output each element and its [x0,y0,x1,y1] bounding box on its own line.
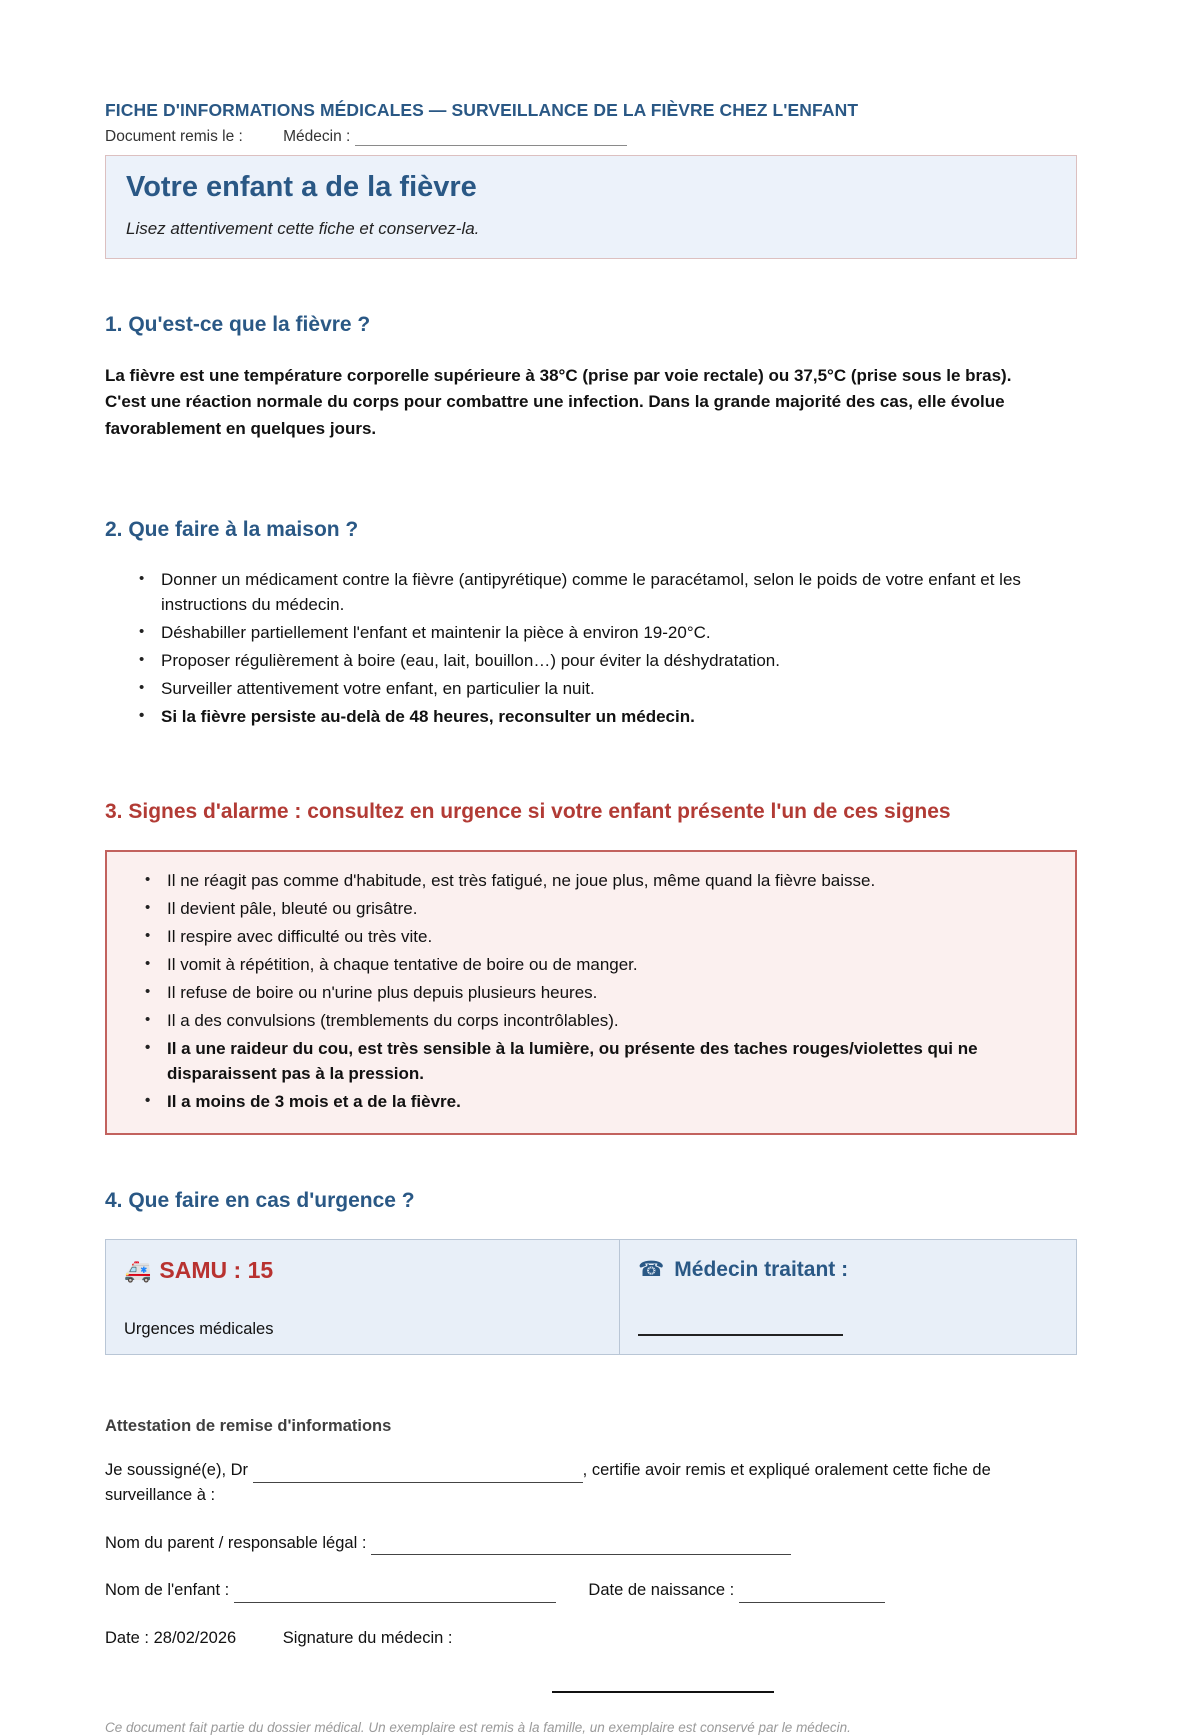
birth-date-blank [739,1587,885,1603]
medecin-traitant-cell [620,1240,1076,1354]
list-item: • Il vomit à répétition, à chaque tentative de boire ou de manger. [141,953,1055,978]
document-meta-line [105,128,1077,146]
signature-blank [552,1691,774,1693]
medecin-traitant-blank [638,1334,843,1336]
title-banner [105,155,1077,259]
medecin-traitant-line [638,1257,1058,1282]
alarm-signs-list [141,869,1055,1115]
list-item: • Il a moins de 3 mois et a de la fièvre. [141,1090,1055,1115]
home-care-list [135,568,1077,730]
section-1-body: La fièvre est une température corporelle supérieure à 38°C (prise par voie rectale) ou 37,5°C (prise sous le bras). C'est une réaction normale du corps pour combattre une infection. Dans la grande majorité des cas, elle évolue favorablement en quelques jours. [105,366,1012,438]
alarm-signs-box [105,850,1077,1135]
attestation-line1-after: , certifie avoir remis et expliqué oralement cette fiche de surveillance à : [105,1461,991,1504]
date-signature-line [105,1626,1077,1651]
remis-le-label: Document remis le : [105,128,243,145]
attestation-heading: Attestation de remise d'informations [105,1417,392,1436]
list-item: • Il respire avec difficulté ou très vite. [141,925,1055,950]
list-item: • Si la fièvre persiste au-delà de 48 heures, reconsulter un médecin. [135,705,1077,730]
ambulance-icon: 🚑 [124,1258,152,1284]
list-item: • Il devient pâle, bleuté ou grisâtre. [141,897,1055,922]
samu-line [124,1257,601,1284]
list-item: • Il refuse de boire ou n'urine plus depuis plusieurs heures. [141,981,1055,1006]
medecin-name-blank [355,130,627,146]
banner-title: Votre enfant a de la fièvre [126,171,477,203]
doctor-name-blank [253,1467,583,1483]
attestation-section [105,1417,1077,1693]
list-item: • Il a une raideur du cou, est très sensible à la lumière, ou présente des taches rouges/violettes qui ne disparaissent pas à la pression. [141,1037,1055,1087]
medecin-label: Médecin : [283,128,351,145]
medecin-traitant-label: Médecin traitant : [674,1258,849,1282]
issue-date: Date : 28/02/2026 [105,1629,237,1648]
phone-icon: ☎ [638,1258,665,1282]
list-item: • Donner un médicament contre la fièvre (antipyrétique) comme le paracétamol, selon le poids de votre enfant et les instructions du médecin. [135,568,1077,618]
attestation-line1-before: Je soussigné(e), Dr [105,1461,249,1480]
section-2-heading: 2. Que faire à la maison ? [105,518,359,542]
section-3-heading: 3. Signes d'alarme : consultez en urgence si votre enfant présente l'un de ces signes [105,799,951,823]
samu-label: SAMU : 15 [159,1257,274,1284]
emergency-contacts-table [105,1239,1077,1355]
list-item: • Surveiller attentivement votre enfant, en particulier la nuit. [135,677,1077,702]
list-item: • Il a des convulsions (tremblements du corps incontrôlables). [141,1009,1055,1034]
parent-name-line [105,1531,1077,1556]
birth-date-label: Date de naissance : [588,1581,735,1600]
samu-sublabel: Urgences médicales [124,1320,274,1339]
child-name-blank [234,1587,556,1603]
parent-name-blank [371,1539,791,1555]
banner-subtitle: Lisez attentivement cette fiche et conservez-la. [126,219,480,238]
footer-note: Ce document fait partie du dossier médical. Un exemplaire est remis à la famille, un exemplaire est conservé par le médecin. [105,1719,851,1735]
list-item: • Déshabiller partiellement l'enfant et maintenir la pièce à environ 19-20°C. [135,621,1077,646]
child-name-label: Nom de l'enfant : [105,1581,230,1600]
list-item: • Proposer régulièrement à boire (eau, lait, bouillon…) pour éviter la déshydratation. [135,649,1077,674]
attestation-line-1 [105,1458,1077,1508]
section-1-heading: 1. Qu'est-ce que la fièvre ? [105,313,371,336]
samu-cell [106,1240,620,1354]
signature-label: Signature du médecin : [282,1629,453,1648]
document-title: FICHE D'INFORMATIONS MÉDICALES — SURVEILLANCE DE LA FIÈVRE CHEZ L'ENFANT [105,100,859,120]
parent-name-label: Nom du parent / responsable légal : [105,1533,367,1552]
section-4-heading: 4. Que faire en cas d'urgence ? [105,1189,415,1213]
child-name-line [105,1578,1077,1603]
list-item: • Il ne réagit pas comme d'habitude, est très fatigué, ne joue plus, même quand la fièvre baisse. [141,869,1055,894]
